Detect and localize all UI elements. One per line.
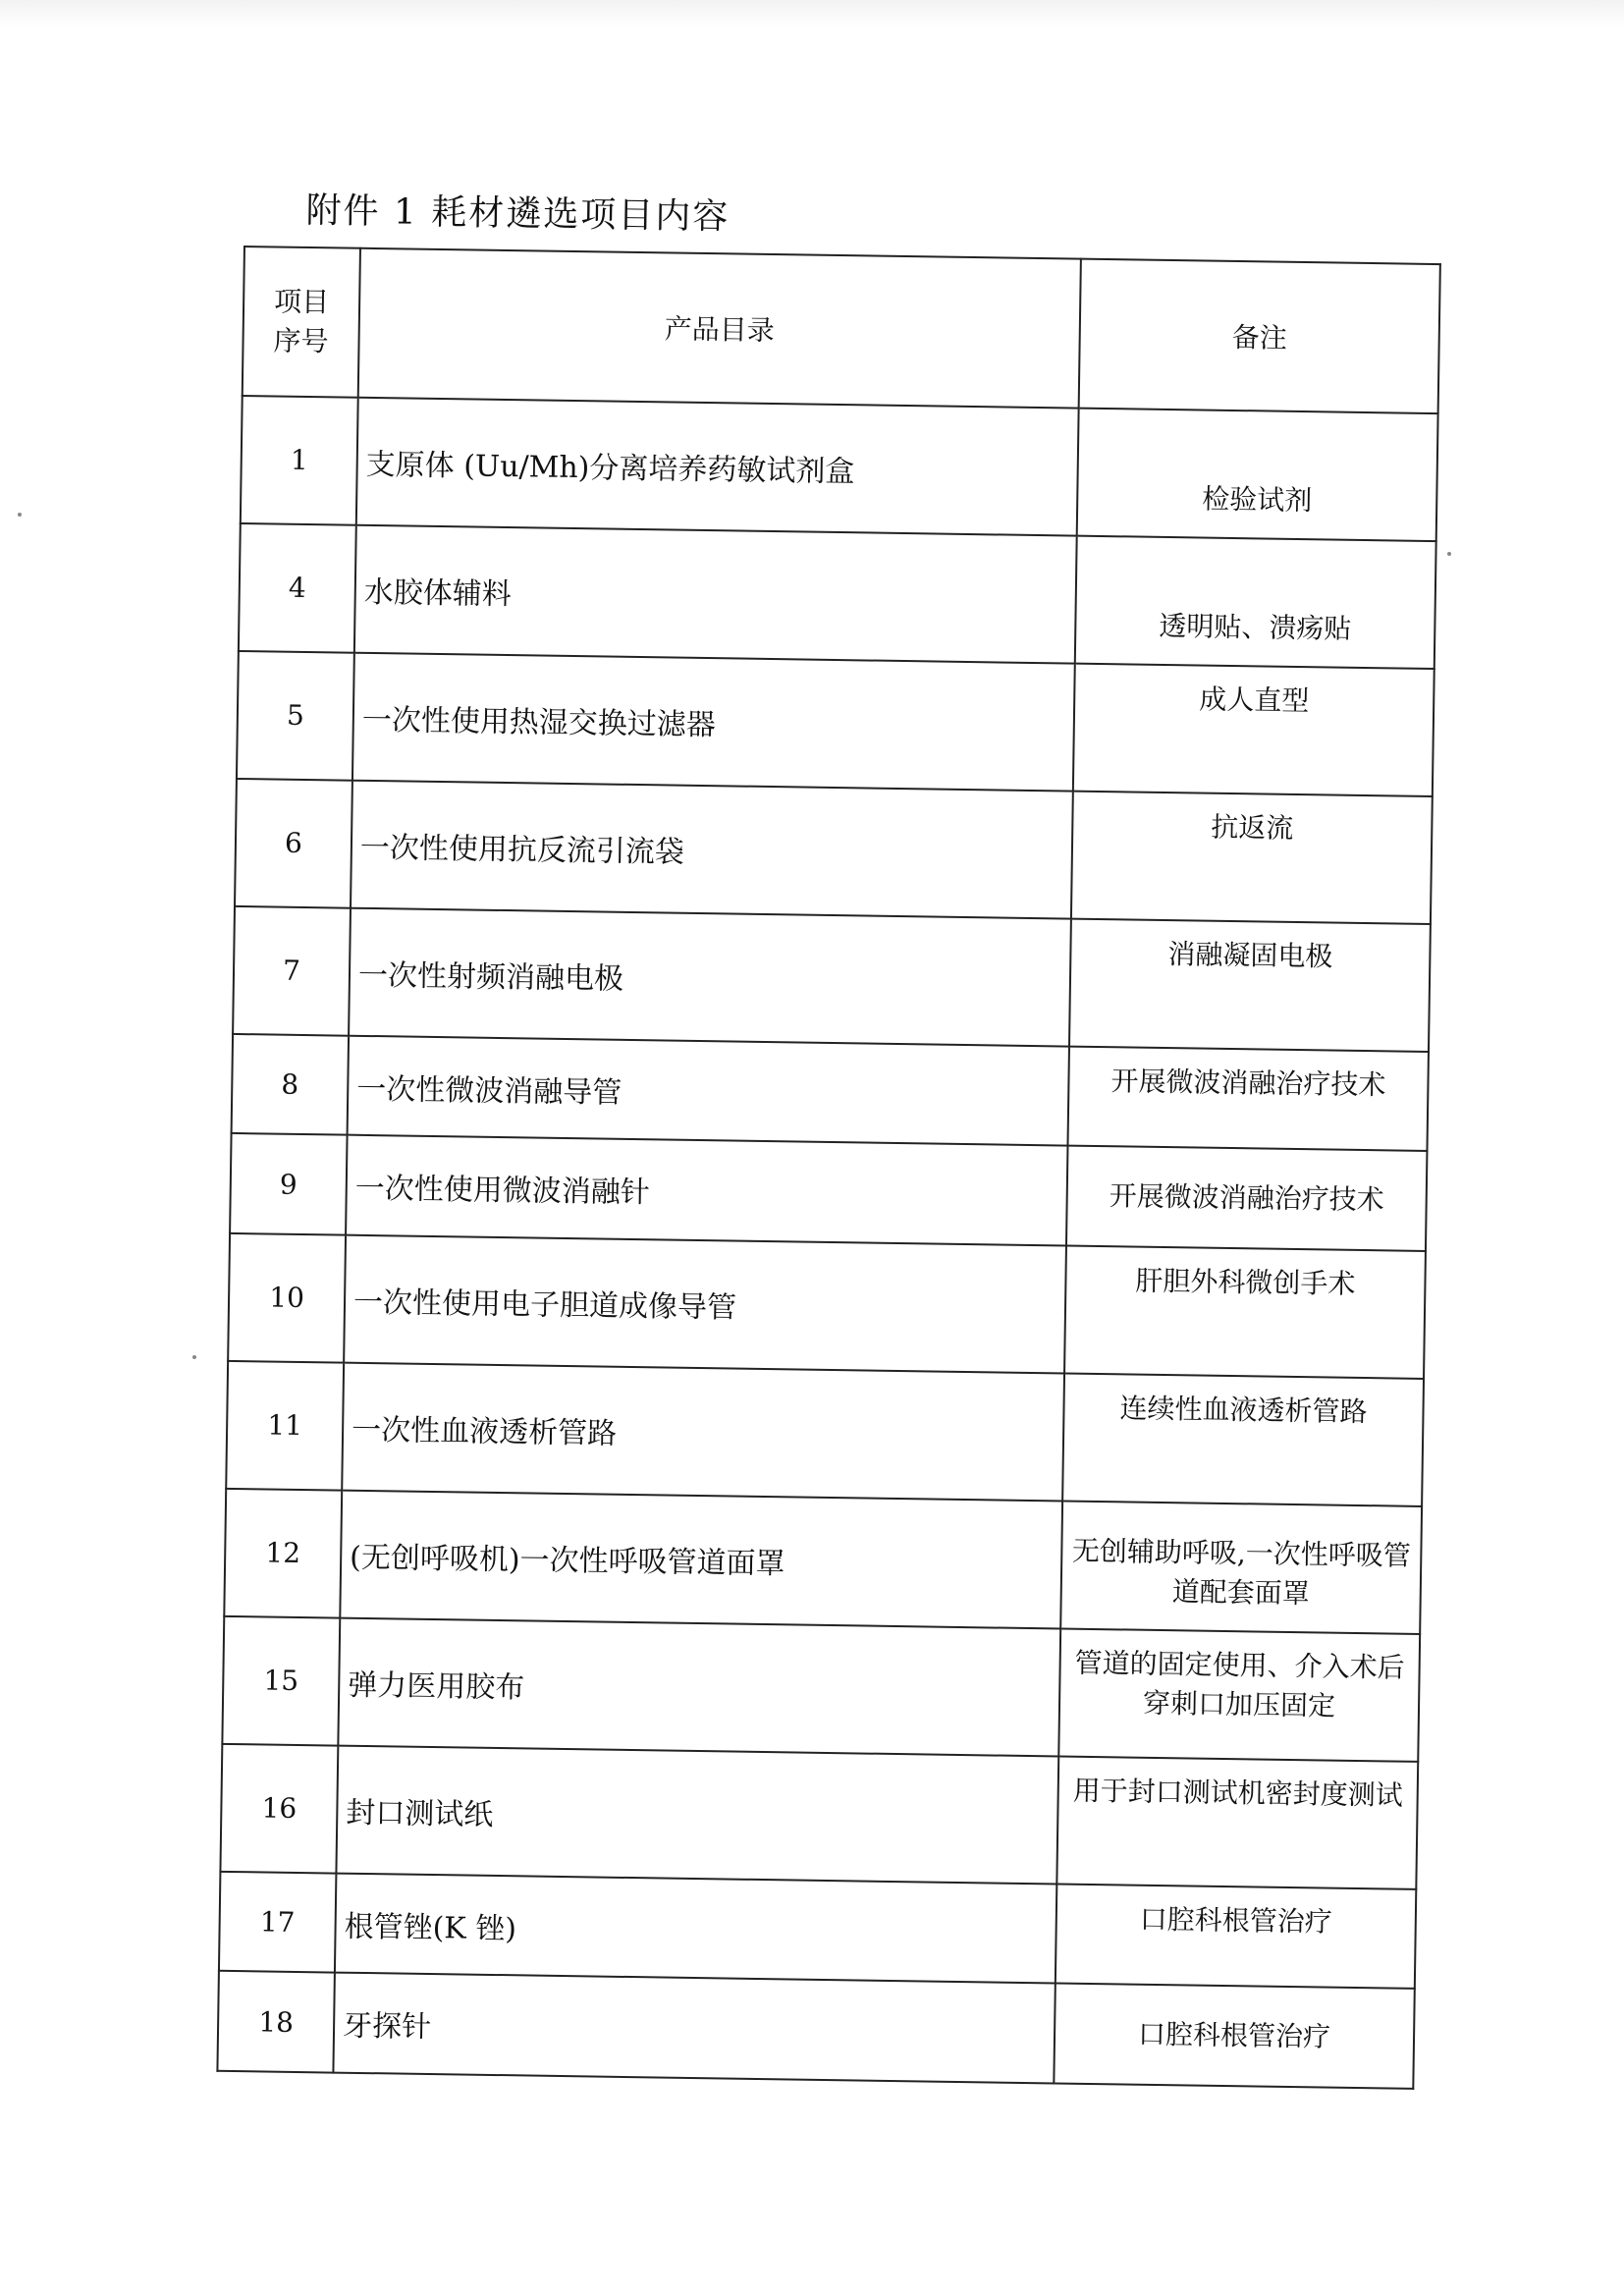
row-remark: 抗返流 — [1071, 792, 1433, 924]
table-row — [217, 1971, 1414, 2089]
scan-speck — [1447, 552, 1451, 556]
table-row — [233, 906, 1431, 1052]
row-remark: 开展微波消融治疗技术 — [1066, 1146, 1427, 1251]
table-row — [222, 1616, 1420, 1762]
row-product-name: 一次性使用微波消融针 — [346, 1135, 1067, 1245]
scan-speck — [18, 513, 22, 517]
row-remark: 透明贴、溃疡贴 — [1075, 536, 1436, 669]
row-product-name: 封口测试纸 — [336, 1745, 1058, 1884]
row-number: 11 — [226, 1361, 344, 1491]
row-product-name: 一次性使用电子胆道成像导管 — [344, 1235, 1066, 1374]
header-remarks: 备注 — [1079, 259, 1440, 413]
row-remark: 口腔科根管治疗 — [1056, 1884, 1416, 1989]
row-remark: 开展微波消融治疗技术 — [1067, 1046, 1428, 1151]
table-row — [239, 523, 1436, 669]
row-product-name: 一次性血液透析管路 — [342, 1363, 1064, 1502]
row-number: 5 — [237, 651, 354, 781]
table-row — [228, 1233, 1426, 1379]
row-product-name: 水胶体辅料 — [354, 525, 1077, 664]
row-remark: 无创辅助呼吸,一次性呼吸管道配套面罩 — [1060, 1501, 1422, 1633]
header-product-catalog: 产品目录 — [358, 248, 1081, 409]
table-row — [220, 1744, 1418, 1889]
table-row — [224, 1489, 1422, 1634]
row-product-name: 根管锉(K 锉) — [335, 1873, 1056, 1983]
row-product-name: (无创呼吸机)一次性呼吸管道面罩 — [340, 1491, 1062, 1629]
table-row — [235, 779, 1433, 924]
table-row — [219, 1872, 1416, 1990]
row-remark: 肝胆外科微创手术 — [1064, 1245, 1426, 1378]
row-number: 12 — [224, 1489, 342, 1618]
table-row — [232, 1034, 1429, 1152]
row-number: 17 — [219, 1872, 336, 1973]
row-remark: 消融凝固电极 — [1069, 918, 1431, 1051]
table-row — [226, 1361, 1424, 1506]
items-table-wrapper — [216, 246, 1438, 2090]
items-table — [216, 246, 1440, 2090]
row-product-name: 一次性使用热湿交换过滤器 — [352, 653, 1075, 792]
row-number: 6 — [235, 779, 352, 908]
header-item-number — [243, 246, 360, 398]
table-header-row — [243, 246, 1440, 413]
row-product-name: 一次性微波消融导管 — [348, 1036, 1069, 1146]
row-remark: 检验试剂 — [1077, 409, 1438, 541]
row-number: 8 — [232, 1034, 349, 1135]
row-remark: 口腔科根管治疗 — [1054, 1984, 1414, 2089]
scan-speck — [192, 1355, 196, 1359]
row-number: 9 — [230, 1133, 347, 1234]
header-item-number-line2: 序号 — [273, 324, 329, 358]
row-number: 1 — [241, 396, 358, 525]
row-product-name: 一次性使用抗反流引流袋 — [351, 781, 1073, 919]
document-title: 附件 1 耗材遴选项目内容 — [305, 190, 731, 238]
row-product-name: 支原体 (Uu/Mh)分离培养药敏试剂盒 — [356, 398, 1079, 536]
row-product-name: 弹力医用胶布 — [338, 1617, 1060, 1756]
row-number: 10 — [228, 1233, 346, 1363]
row-product-name: 一次性射频消融电极 — [349, 908, 1071, 1047]
row-number: 7 — [233, 906, 351, 1036]
scan-edge — [0, 0, 1624, 27]
row-number: 16 — [220, 1744, 338, 1874]
row-product-name: 牙探针 — [333, 1973, 1055, 2084]
row-remark: 管道的固定使用、介入术后穿刺口加压固定 — [1058, 1628, 1420, 1761]
row-number: 4 — [239, 523, 356, 653]
row-number: 15 — [222, 1616, 340, 1746]
row-remark: 用于封口测试机密封度测试 — [1056, 1756, 1418, 1888]
row-remark: 连续性血液透析管路 — [1062, 1373, 1424, 1505]
table-row — [237, 651, 1435, 796]
table-row — [241, 396, 1438, 541]
table-row — [230, 1133, 1427, 1251]
row-number: 18 — [217, 1971, 334, 2072]
header-item-number-line1: 项目 — [273, 285, 330, 319]
row-remark: 成人直型 — [1073, 664, 1435, 796]
